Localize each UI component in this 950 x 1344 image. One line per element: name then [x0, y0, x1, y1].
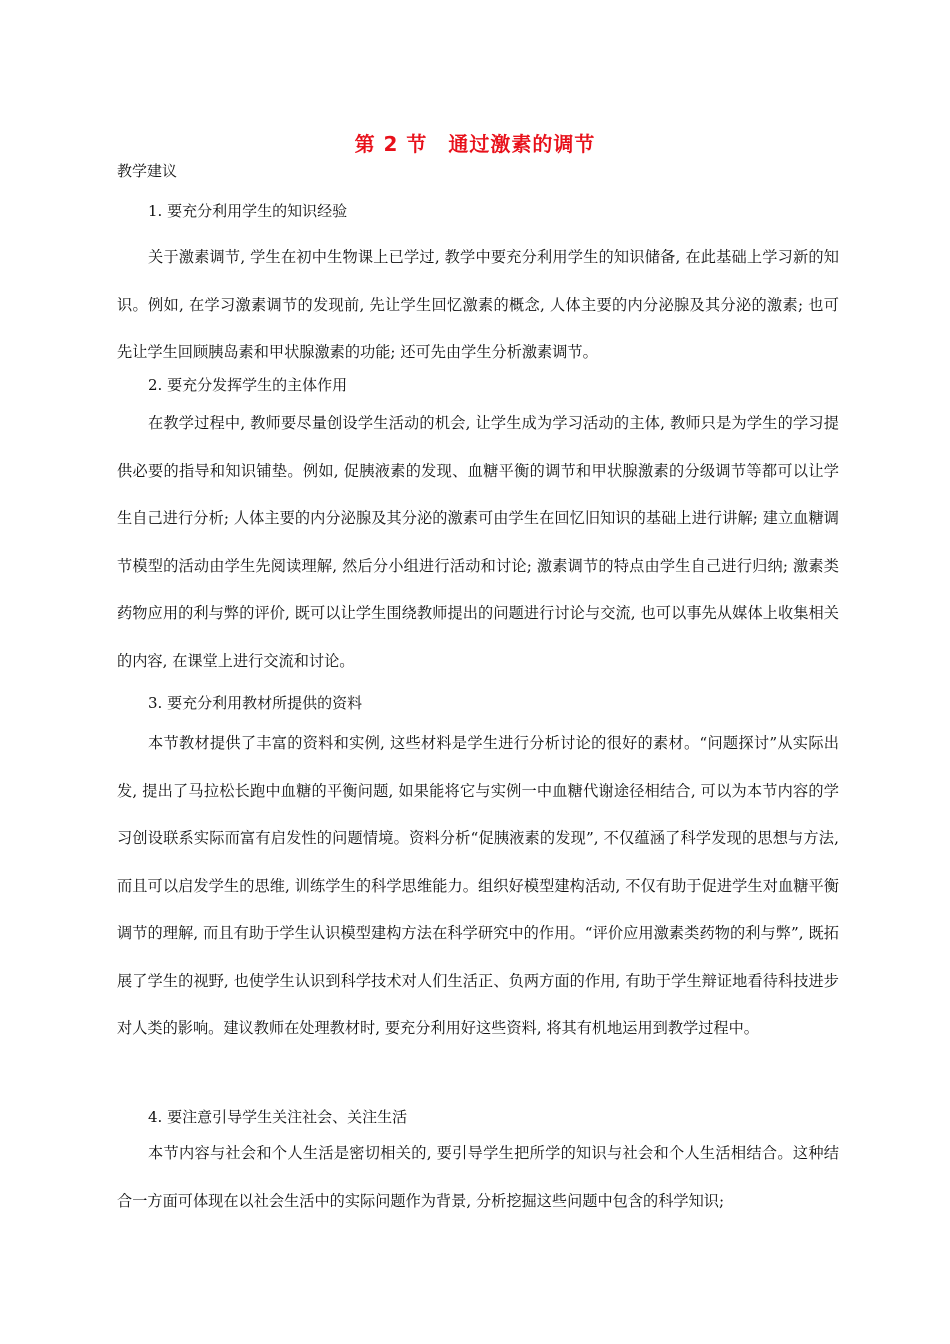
- page-title: 第 2 节 通过激素的调节: [354, 132, 596, 156]
- item-1-heading: 1. 要充分利用学生的知识经验: [148, 202, 348, 220]
- item-3-paragraph: 本节教材提供了丰富的资料和实例, 这些材料是学生进行分析讨论的很好的素材。“问题探讨”从实际出发, 提出了马拉松长跑中血糖的平衡问题, 如果能将它与实例一中血糖代谢途径相结合, 可以为本节内容的学习创设联系实际而富有启发性的问题情境。资料分析“促胰液素的发现”, 不仅蕴涵了科学发现的思想与方法, 而且可以启发学生的思维, 训练学生的科学思维能力。组织好模型建构活动, 不仅有助于促进学生对血糖平衡调节的理解, 而且有助于学生认识模型建构方法在科学研究中的作用。“评价应用激素类药物的利与弊”, 既拓展了学生的视野, 也使学生认识到科学技术对人们生活正、负两方面的作用, 有助于学生辩证地看待科技进步对人类的影响。建议教师在处理教材时, 要充分利用好这些资料, 将其有机地运用到教学过程中。: [117, 734, 839, 1037]
- item-4-paragraph: 本节内容与社会和个人生活是密切相关的, 要引导学生把所学的知识与社会和个人生活相结合。这种结合一方面可体现在以社会生活中的实际问题作为背景, 分析挖掘这些问题中包含的科学知识;: [117, 1144, 839, 1210]
- item-3-heading: 3. 要充分利用教材所提供的资料: [148, 694, 363, 712]
- item-4-heading: 4. 要注意引导学生关注社会、关注生活: [148, 1108, 408, 1126]
- item-1-paragraph: 关于激素调节, 学生在初中生物课上已学过, 教学中要充分利用学生的知识储备, 在此基础上学习新的知识。例如, 在学习激素调节的发现前, 先让学生回忆激素的概念, 人体主要的内分泌腺及其分泌的激素; 也可先让学生回顾胰岛素和甲状腺激素的功能; 还可先由学生分析激素调节。: [117, 248, 839, 361]
- section-label: 教学建议: [117, 162, 178, 180]
- item-2-heading: 2. 要充分发挥学生的主体作用: [148, 376, 348, 394]
- item-2-paragraph: 在教学过程中, 教师要尽量创设学生活动的机会, 让学生成为学习活动的主体, 教师只是为学生的学习提供必要的指导和知识铺垫。例如, 促胰液素的发现、血糖平衡的调节和甲状腺激素的分级调节等都可以让学生自己进行分析; 人体主要的内分泌腺及其分泌的激素可由学生在回忆旧知识的基础上进行讲解; 建立血糖调节模型的活动由学生先阅读理解, 然后分小组进行活动和讨论; 激素调节的特点由学生自己进行归纳; 激素类药物应用的利与弊的评价, 既可以让学生围绕教师提出的问题进行讨论与交流, 也可以事先从媒体上收集相关的内容, 在课堂上进行交流和讨论。: [117, 414, 839, 670]
